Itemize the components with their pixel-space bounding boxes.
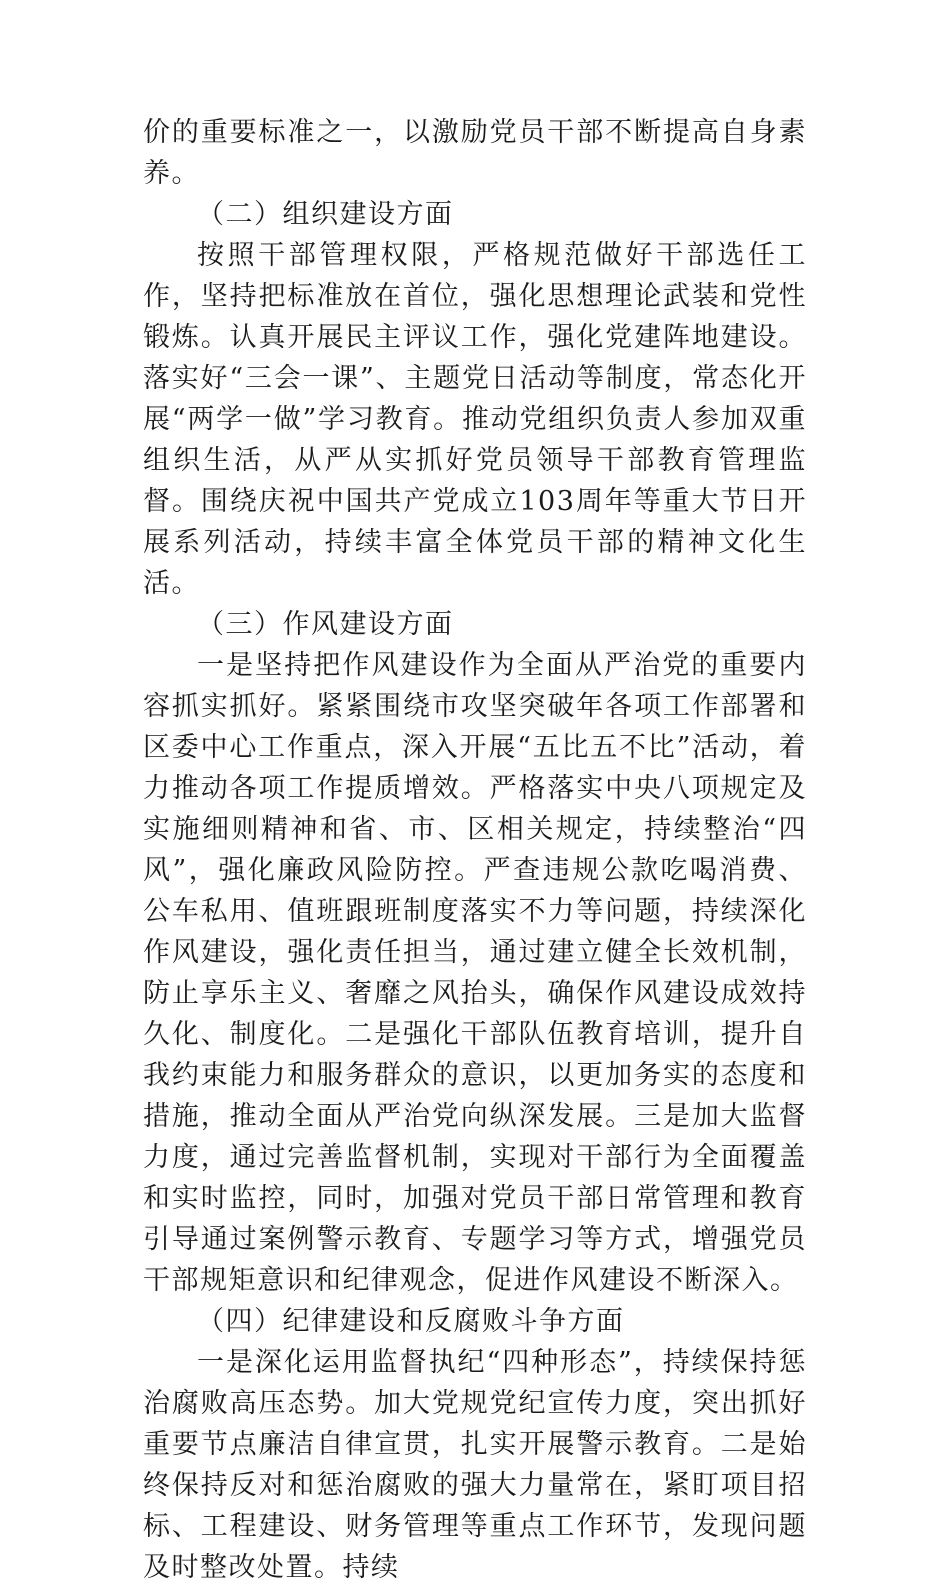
paragraph-work-style: 一是坚持把作风建设作为全面从严治党的重要内容抓实抓好。紧紧围绕市攻坚突破年各项工作部署和区委中心工作重点，深入开展“五比五不比”活动，着力推动各项工作提质增效。严格落实中央八项规定及实施细则精神和省、市、区相关规定，持续整治“四风”，强化廉政风险防控。严查违规公款吃喝消费、公车私用、值班跟班制度落实不力等问题，持续深化作风建设，强化责任担当，通过建立健全长效机制，防止享乐主义、奢靡之风抬头，确保作风建设成效持久化、制度化。二是强化干部队伍教育培训，提升自我约束能力和服务群众的意识，以更加务实的态度和措施，推动全面从严治党向纵深发展。三是加大监督力度，通过完善监督机制，实现对干部行为全面覆盖和实时监控，同时，加强对党员干部日常管理和教育引导通过案例警示教育、专题学习等方式，增强党员干部规矩意识和纪律观念，促进作风建设不断深入。 (143, 650, 807, 1296)
paragraph-discipline: 一是深化运用监督执纪“四种形态”，持续保持惩治腐败高压态势。加大党规党纪宣传力度，突出抓好重要节点廉洁自律宣贯，扎实开展警示教育。二是始终保持反对和惩治腐败的强大力量常在，紧盯项目招标、工程建设、财务管理等重点工作环节，发现问题及时整改处置。持续 (143, 1347, 807, 1583)
lead-in-text: 价的重要标准之一，以激励党员干部不断提高自身素养。 (143, 117, 807, 189)
section-heading-work-style: （三）作风建设方面 (197, 609, 454, 640)
document-page (143, 112, 807, 1588)
section-heading-discipline: （四）纪律建设和反腐败斗争方面 (197, 1306, 625, 1337)
paragraph-organization: 按照干部管理权限，严格规范做好干部选任工作，坚持把标准放在首位，强化思想理论武装和党性锻炼。认真开展民主评议工作，强化党建阵地建设。落实好“三会一课”、主题党日活动等制度，常态化开展“两学一做”学习教育。推动党组织负责人参加双重组织生活，从严从实抓好党员领导干部教育管理监督。围绕庆祝中国共产党成立103周年等重大节日开展系列活动，持续丰富全体党员干部的精神文化生活。 (143, 240, 807, 599)
section-heading-organization: （二）组织建设方面 (197, 199, 454, 230)
